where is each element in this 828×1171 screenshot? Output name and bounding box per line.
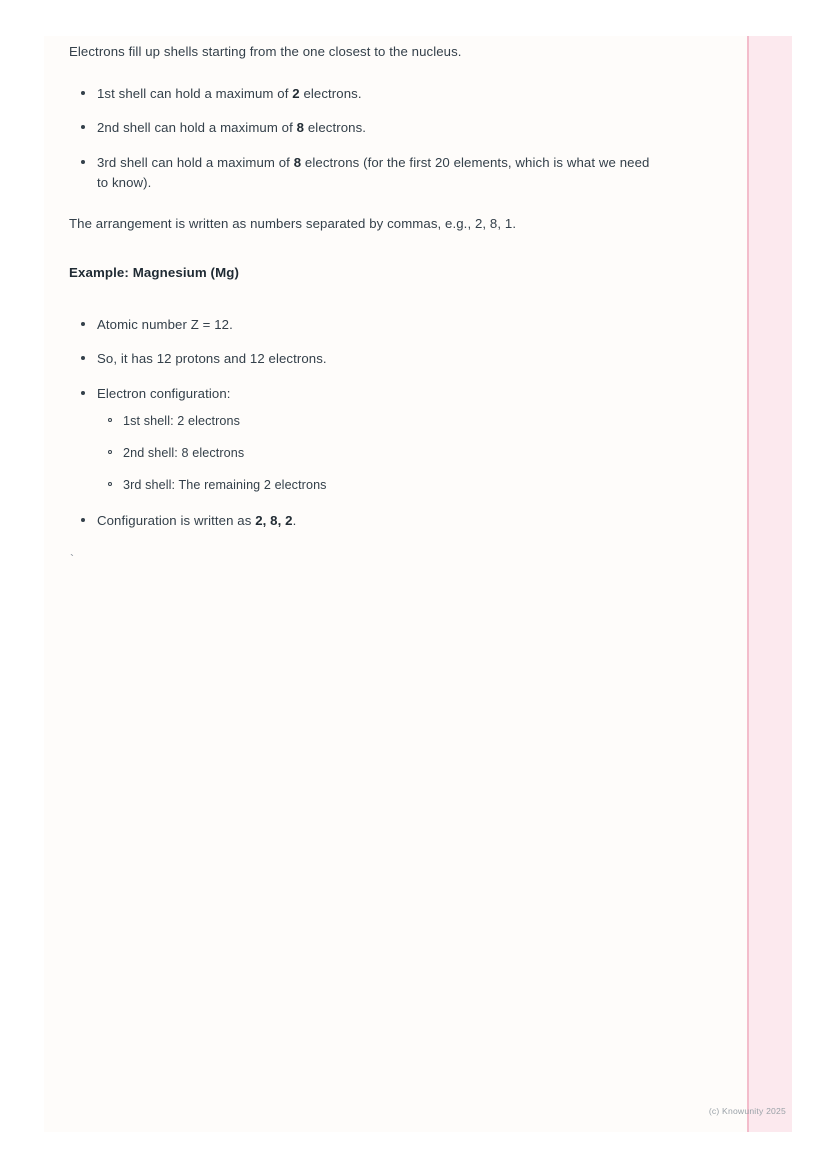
bullet-dot-icon xyxy=(81,356,85,360)
list-item xyxy=(69,511,659,531)
shell-rules-list xyxy=(69,84,659,194)
bullet-dot-icon xyxy=(81,391,85,395)
list-item xyxy=(97,444,659,463)
spacer xyxy=(69,62,659,84)
shell-rule-value: 8 xyxy=(296,120,305,136)
page-side-stripe xyxy=(749,36,792,1132)
list-item xyxy=(69,315,659,335)
intro-paragraph: Electrons fill up shells starting from the one closest to the nucleus. xyxy=(69,44,462,59)
spacer xyxy=(69,194,659,214)
example-point-text: So, it has 12 protons and 12 electrons. xyxy=(97,351,327,367)
list-item xyxy=(69,153,659,194)
spacer xyxy=(69,233,659,251)
example-points-list xyxy=(69,315,659,531)
sublist-text: 3rd shell: The remaining 2 electrons xyxy=(123,478,327,493)
spacer xyxy=(69,531,659,553)
list-item xyxy=(69,118,659,138)
bullet-dot-icon xyxy=(81,518,85,522)
shell-rule-text-end: electrons. xyxy=(304,120,367,136)
example-point-text: Configuration is written as xyxy=(97,513,256,529)
shell-rule-text: 1st shell can hold a maximum of xyxy=(97,85,293,101)
bullet-dot-icon xyxy=(81,322,85,326)
example-heading: Example: Magnesium (Mg) xyxy=(69,264,240,280)
bullet-dot-icon xyxy=(81,160,85,164)
configuration-sublist xyxy=(97,412,659,495)
bullet-dot-icon xyxy=(81,125,85,129)
list-item xyxy=(69,349,659,369)
arrangement-note: The arrangement is written as numbers separated by commas, e.g., 2, 8, 1. xyxy=(69,215,517,231)
page-margin-line xyxy=(747,36,749,1132)
list-item xyxy=(97,476,659,495)
stray-backtick: ` xyxy=(70,552,74,567)
list-item xyxy=(69,384,659,495)
shell-rule-text: 2nd shell can hold a maximum of xyxy=(97,120,297,136)
list-item xyxy=(69,84,659,104)
document-page xyxy=(44,36,792,1132)
example-point-text: Electron configuration: xyxy=(97,385,231,401)
bullet-dot-icon xyxy=(81,91,85,95)
example-point-text: Atomic number Z = 12. xyxy=(97,317,233,332)
spacer xyxy=(69,293,659,315)
configuration-value: 2, 8, 2 xyxy=(255,513,293,529)
bullet-circle-icon xyxy=(108,450,112,454)
list-item xyxy=(97,412,659,431)
sublist-text: 1st shell: 2 electrons xyxy=(123,414,241,429)
bullet-circle-icon xyxy=(108,418,112,422)
shell-rule-value: 2 xyxy=(292,85,300,101)
shell-rule-value: 8 xyxy=(293,154,302,170)
document-content xyxy=(69,36,659,565)
watermark: (c) Knowunity 2025 xyxy=(708,1106,786,1116)
shell-rule-text-end: electrons. xyxy=(299,85,362,101)
sublist-text: 2nd shell: 8 electrons xyxy=(123,446,245,461)
bullet-circle-icon xyxy=(108,482,112,486)
shell-rule-text-end: electrons (for the first 20 elements, which is what we need to know). xyxy=(97,154,650,191)
shell-rule-text: 3rd shell can hold a maximum of xyxy=(97,154,294,170)
example-point-text-end: . xyxy=(292,513,297,529)
